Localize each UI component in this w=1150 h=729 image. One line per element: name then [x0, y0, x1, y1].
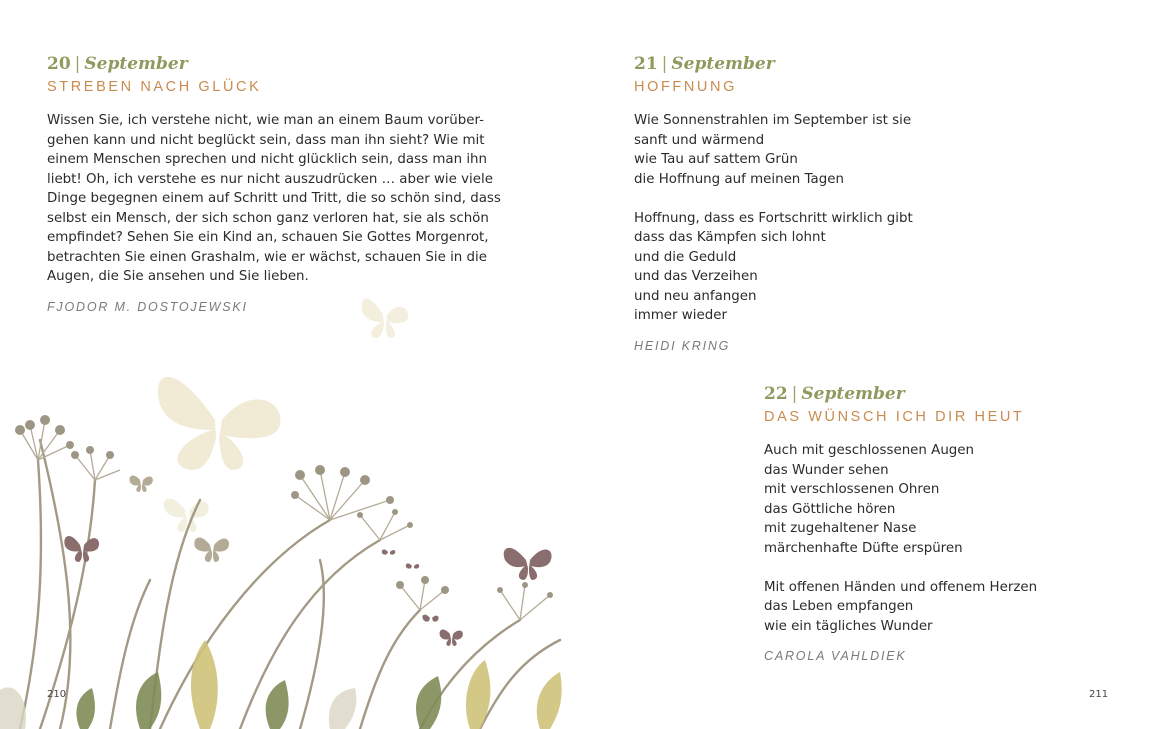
- entry-author: CAROLA VAHLDIEK: [764, 649, 907, 663]
- day-number: 20: [47, 54, 71, 74]
- entry-body: [634, 111, 913, 326]
- poem-line: das Wunder sehen: [764, 462, 889, 478]
- poem-line: die Hoffnung auf meinen Tagen: [634, 171, 844, 187]
- poem-line: Hoffnung, dass es Fortschritt wirklich gibt: [634, 210, 913, 226]
- stanza-break: [634, 189, 913, 209]
- entry-date: [764, 382, 1037, 406]
- month-name: September: [801, 384, 905, 404]
- poem-line: sanft und wärmend: [634, 132, 765, 148]
- pale-butterfly-left-icon: [164, 498, 209, 532]
- page-number-right: 211: [1089, 689, 1109, 700]
- page-number-left: 210: [47, 689, 67, 700]
- text-line: selbst ein Mensch, der sich schon ganz verloren hat, sie als schön: [47, 210, 489, 226]
- text-line: Wissen Sie, ich verstehe nicht, wie man an einem Baum vorüber-: [47, 113, 484, 128]
- entry-sept-21: [634, 52, 913, 353]
- entry-author: HEIDI KRING: [634, 338, 731, 353]
- entry-body: [764, 441, 1037, 636]
- day-number: 22: [764, 384, 788, 404]
- green-leaves: [76, 672, 441, 729]
- entry-body: [47, 111, 501, 287]
- text-line: betrachten Sie einen Grashalm, wie er wächst, schauen Sie in die: [47, 249, 488, 265]
- stanza-break: [764, 558, 1037, 578]
- entry-sept-22: [764, 382, 1037, 663]
- day-number: 21: [634, 54, 658, 74]
- meadow-butterflies-illustration: [0, 285, 575, 729]
- entry-title: DAS WÜNSCH ICH DIR HEUT: [764, 409, 1025, 425]
- butterfly-grey-icon: [130, 476, 229, 562]
- date-separator: |: [74, 54, 81, 74]
- poem-line: und die Geduld: [634, 249, 737, 265]
- right-page: [575, 0, 1150, 729]
- butterfly-icon: [64, 536, 551, 646]
- date-separator: |: [661, 54, 668, 74]
- month-name: September: [671, 54, 775, 74]
- plant-umbels: [20, 420, 550, 620]
- entry-date: [634, 52, 913, 76]
- entry-title: STREBEN NACH GLÜCK: [47, 79, 262, 95]
- poem-line: mit verschlossenen Ohren: [764, 482, 940, 497]
- text-line: einem Menschen sprechen und nicht glücklich sein, dass man ihn: [47, 152, 488, 167]
- poem-line: wie ein tägliches Wunder: [764, 618, 933, 634]
- text-line: Augen, die Sie ansehen und Sie lieben.: [47, 269, 309, 284]
- poem-line: märchenhafte Düfte erspüren: [764, 540, 963, 556]
- text-line: empfindet? Sehen Sie ein Kind an, schauen Sie Gottes Morgenrot,: [47, 230, 489, 245]
- umbel-flower-heads: [15, 415, 553, 598]
- poem-line: Mit offenen Händen und offenem Herzen: [764, 579, 1038, 595]
- entry-date: [47, 52, 501, 76]
- entry-sept-20: [47, 52, 501, 314]
- entry-title: HOFFNUNG: [634, 79, 737, 95]
- date-separator: |: [791, 384, 798, 404]
- text-line: Dinge begegnen einem auf Schritt und Tritt, die so schön sind, dass: [47, 191, 501, 206]
- poem-line: wie Tau auf sattem Grün: [634, 152, 798, 167]
- poem-line: mit zugehaltener Nase: [764, 521, 917, 536]
- poem-line: und das Verzeihen: [634, 269, 758, 284]
- poem-line: Wie Sonnenstrahlen im September ist sie: [634, 113, 912, 128]
- poem-line: Auch mit geschlossenen Augen: [764, 443, 975, 458]
- text-line: gehen kann und nicht beglückt sein, dass man ihn sieht? Wie mit: [47, 132, 485, 148]
- poem-line: immer wieder: [634, 308, 727, 323]
- poem-line: das Leben empfangen: [764, 599, 914, 614]
- poem-line: das Göttliche hören: [764, 501, 896, 517]
- poem-line: dass das Kämpfen sich lohnt: [634, 230, 826, 245]
- month-name: September: [84, 54, 188, 74]
- poem-line: und neu anfangen: [634, 288, 757, 304]
- text-line: liebt! Oh, ich verstehe es nur nicht auszudrücken … aber wie viele: [47, 171, 493, 187]
- pale-butterfly-icon: [158, 377, 281, 470]
- entry-author: FJODOR M. DOSTOJEWSKI: [47, 299, 248, 314]
